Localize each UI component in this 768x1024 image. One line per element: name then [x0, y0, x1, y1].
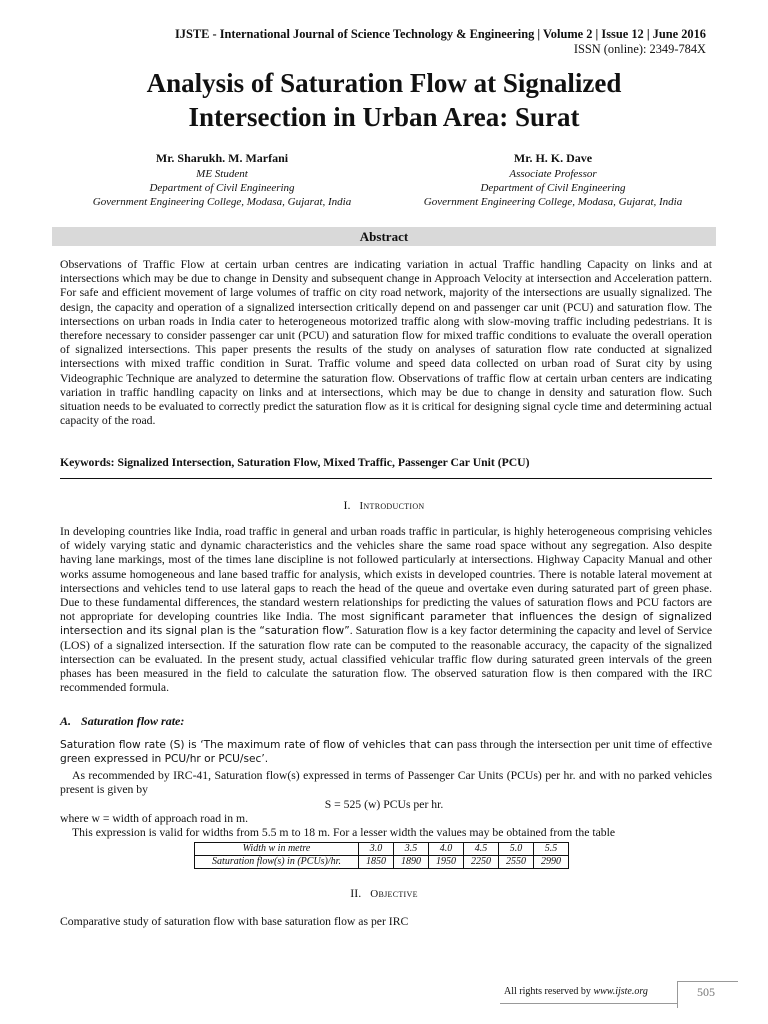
author-role: ME Student: [196, 168, 248, 180]
definition-part-3: green expressed in PCU/hr or PCU/sec’.: [60, 753, 269, 766]
table-cell: 1950: [429, 856, 464, 869]
formula-where: where w = width of approach road in m.: [60, 812, 249, 825]
intro-text-part-2: . Saturation flow is a key factor determining the capacity and level of Service (LOS) of a signalized intersection. If the saturation flow rate can be computed to the reasonable accuracy, the capacity of the signalized intersection can be evaluated. In the present study, actual classified vehicular traffic flow during saturated green intervals of the green phases has been measured in the field to calculate the saturation flow. The observed saturation flow is then compared with the IRC recommended formula.: [60, 624, 713, 695]
table-row: [195, 856, 569, 869]
footer-rule: [500, 1003, 677, 1004]
paper-title: [0, 66, 768, 134]
subsection-letter: A.: [60, 714, 72, 728]
title-line-2: Intersection in Urban Area: Surat: [188, 102, 580, 132]
journal-url-link[interactable]: www.ijste.org: [593, 986, 648, 997]
section-number: II.: [350, 886, 362, 900]
author-department: Department of Civil Engineering: [149, 182, 295, 194]
rights-text: All rights reserved by: [504, 986, 594, 997]
table-cell: 1890: [394, 856, 429, 869]
section-divider: [60, 478, 712, 479]
table-cell: 4.0: [429, 843, 464, 856]
definition-part-1: Saturation flow rate (S) is ‘The maximum rate of flow of vehicles that can: [60, 739, 454, 751]
author-name: Mr. Sharukh. M. Marfani: [155, 151, 289, 165]
author-role: Associate Professor: [509, 168, 597, 180]
formula: S = 525 (w) PCUs per hr.: [324, 798, 444, 811]
author-department: Department of Civil Engineering: [480, 182, 626, 194]
saturation-definition: [60, 738, 712, 766]
abstract-heading: Abstract: [52, 227, 716, 246]
table-cell: 1850: [359, 856, 394, 869]
subsection-heading-saturation-flow: [60, 714, 184, 729]
definition-part-2: pass through the intersection per unit time of effective: [453, 738, 712, 751]
footer-rights: [504, 986, 648, 997]
keywords: Keywords: Signalized Intersection, Saturation Flow, Mixed Traffic, Passenger Car Unit (PCU): [60, 456, 530, 469]
table-cell: 3.5: [394, 843, 429, 856]
saturation-flow-table: [194, 842, 569, 869]
validity-note: This expression is valid for widths from 5.5 m to 18 m. For a lesser width the values may be obtained from the table: [72, 826, 616, 839]
objective-text: Comparative study of saturation flow with base saturation flow as per IRC: [60, 915, 409, 928]
journal-header: IJSTE - International Journal of Science Technology & Engineering | Volume 2 | Issue 12 | June 2016: [174, 27, 706, 41]
table-cell: 2550: [499, 856, 534, 869]
intro-text-part-1: In developing countries like India, road traffic in general and urban roads traffic in particular, is highly heterogeneous comprising vehicles of widely varying static and dynamic characteristics and the vehicles share the same road space without any segregation. Also despite having lane markings, most of the times lane discipline is not followed particularly at intersections. Highway Capacity Manual and other works assume homogeneous and lane based traffic for analysis, which exists in developed countries. There is notable lateral movement at intersections and vehicles tend to use lateral gaps to reach the head of the queue and overtake even during saturated part of green phase. Due to these fundamental differences, the standard western relationships for predicting the values of saturation flows and PCU factors are not appropriate for developing countries like India. The most: [60, 525, 712, 624]
section-title: Objective: [370, 888, 418, 900]
table-cell: 5.0: [499, 843, 534, 856]
table-cell: 2990: [534, 856, 569, 869]
author-2: [383, 151, 723, 209]
section-number: I.: [343, 498, 351, 512]
intro-text-highlight: significant parameter that influences the design of signalized intersection and its signal plan is the “saturation flow”: [60, 611, 712, 638]
section-heading-introduction: [0, 498, 768, 513]
table-row-label: Width w in metre: [195, 843, 359, 856]
issn-line: ISSN (online): 2349-784X: [573, 42, 706, 56]
table-cell: 4.5: [464, 843, 499, 856]
author-institution: Government Engineering College, Modasa, Gujarat, India: [92, 196, 352, 208]
subsection-title: Saturation flow rate:: [81, 714, 185, 728]
table-cell: 2250: [464, 856, 499, 869]
irc-recommendation: As recommended by IRC-41, Saturation flow(s) expressed in terms of Passenger Car Units (PCUs) per hr. and with no parked vehicles present is given by: [60, 769, 712, 797]
abstract-text: Observations of Traffic Flow at certain urban centres are indicating variation in actual Traffic handling Capacity on links and at intersections which may be due to change in Density and subsequent change in Approach Velocity at intersection and Acceleration pattern. For safe and efficient movement of large volumes of traffic on city road network, majority of the intersections are usually signalized. The design, the capacity and operation of a signalized intersection critically depend on and passenger car unit (PCU) and saturation flow. The intersections on urban roads in India cater to heterogeneous motorized traffic along with slow-moving traffic including pedestrians. It is therefore necessary to consider passenger car unit (PCU) and saturation flow for mixed traffic conditions to evaluate the overall operation of signalized intersections. This paper presents the results of the study on analyses of saturation flow rate conducted at signalized intersections with mixed traffic condition in Surat. Traffic volume and speed data collected on urban road of Surat city by using Videographic Technique are analyzed to determine the saturation flow. Observations of traffic flow at certain urban centers are indicating variation in traffic handling capacity on links and at intersections, which may be due to change in density and saturation flow. Such situation needs to be evaluated to correctly predict the saturation flow as it is critical for designing signal cycle time and determining actual capacity of the road.: [60, 258, 712, 428]
author-name: Mr. H. K. Dave: [513, 151, 593, 165]
introduction-text: [60, 525, 712, 695]
table-row-label: Saturation flow(s) in (PCUs)/hr.: [195, 856, 359, 869]
author-1: [52, 151, 392, 209]
table-row: [195, 843, 569, 856]
title-line-1: Analysis of Saturation Flow at Signalized: [146, 68, 622, 98]
page-number: 505: [697, 985, 715, 999]
table-cell: 5.5: [534, 843, 569, 856]
section-heading-objective: [0, 886, 768, 901]
section-title: Introduction: [359, 500, 425, 512]
author-institution: Government Engineering College, Modasa, Gujarat, India: [423, 196, 683, 208]
table-cell: 3.0: [359, 843, 394, 856]
